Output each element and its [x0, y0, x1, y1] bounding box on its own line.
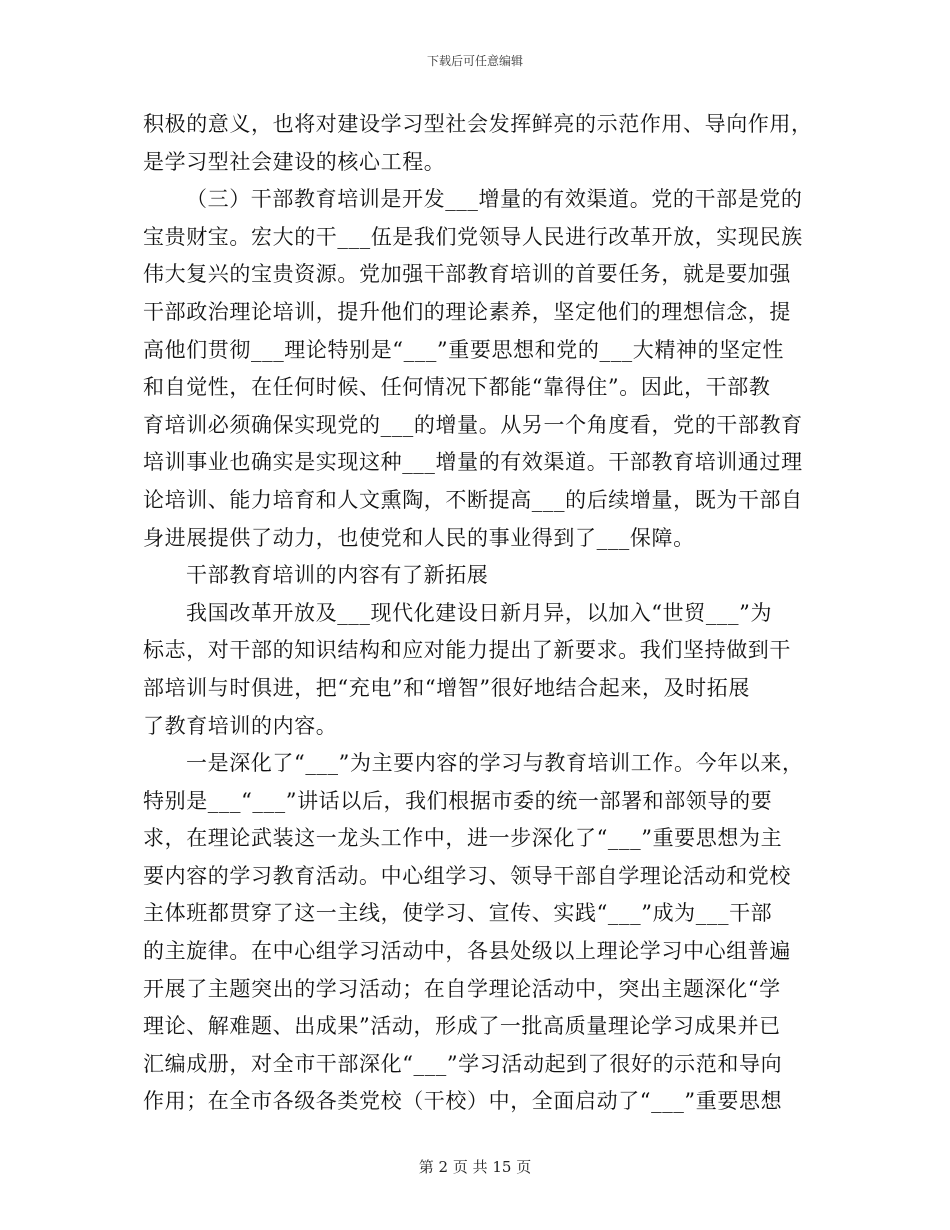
text-line: 是学习型社会建设的核心工程。 [143, 149, 446, 174]
text-line: 主体班都贯穿了这一主线，使学习、宣传、实践“___”成为___干部 [143, 901, 773, 926]
text-line: 理论、解难题、出成果”活动，形成了一批高质量理论学习成果并已 [143, 1014, 781, 1039]
text-line: 要内容的学习教育活动。中心组学习、领导干部自学理论活动和党校 [143, 863, 791, 888]
text-line: 论培训、能力培育和人文熏陶，不断提高___的后续增量，既为干部自 [143, 487, 803, 512]
text-line: 求，在理论武装这一龙头工作中，进一步深化了“___”重要思想为主 [143, 826, 783, 851]
text-line: 育培训必须确保实现党的___的增量。从另一个角度看，党的干部教育 [143, 412, 803, 437]
text-line: 的主旋律。在中心组学习活动中，各县处级以上理论学习中心组普遍 [143, 939, 791, 964]
paragraph-start-line: 我国改革开放及___现代化建设日新月异，以加入“世贸___”为 [186, 600, 773, 625]
text-line: 身进展提供了动力，也使党和人民的事业得到了___保障。 [143, 525, 695, 550]
text-line: 部培训与时俱进，把“充电”和“增智”很好地结合起来，及时拓展 [143, 675, 750, 700]
text-line: 标志，对干部的知识结构和应对能力提出了新要求。我们坚持做到干 [143, 638, 791, 663]
text-line: 宝贵财宝。宏大的干___伍是我们党领导人民进行改革开放，实现民族 [143, 224, 803, 249]
text-line: 高他们贯彻___理论特别是“___”重要思想和党的___大精神的坚定性 [143, 337, 784, 362]
text-line: 开展了主题突出的学习活动；在自学理论活动中，突出主题深化“学 [143, 976, 781, 1001]
text-line: 和自觉性，在任何时候、任何情况下都能“靠得住”。因此，干部教 [143, 375, 771, 400]
text-line: 了教育培训的内容。 [143, 713, 338, 738]
text-line: 干部政治理论培训，提升他们的理论素养，坚定他们的理想信念，提 [143, 299, 791, 324]
text-line: 汇编成册，对全市干部深化“___”学习活动起到了很好的示范和导向 [143, 1051, 783, 1076]
section-heading: 干部教育培训的内容有了新拓展 [186, 563, 489, 588]
document-body [143, 106, 813, 1121]
paragraph-start-line: 一是深化了“___”为主要内容的学习与教育培训工作。今年以来， [186, 751, 804, 776]
page-header: 下载后可任意编辑 [426, 54, 523, 68]
text-line: 特别是___“___”讲话以后，我们根据市委的统一部署和部领导的要 [143, 788, 773, 813]
page-number: 第 2 页 共 15 页 [418, 1158, 532, 1176]
text-line: 伟大复兴的宝贵资源。党加强干部教育培训的首要任务，就是要加强 [143, 262, 791, 287]
text-line: 积极的意义，也将对建设学习型社会发挥鲜亮的示范作用、导向作用， [143, 112, 813, 136]
paragraph-start-line: （三）干部教育培训是开发___增量的有效渠道。党的干部是党的 [186, 187, 803, 212]
text-line: 作用；在全市各级各类党校（干校）中，全面启动了“___”重要思想 [143, 1089, 783, 1114]
text-line: 培训事业也确实是实现这种___增量的有效渠道。干部教育培训通过理 [143, 450, 803, 475]
